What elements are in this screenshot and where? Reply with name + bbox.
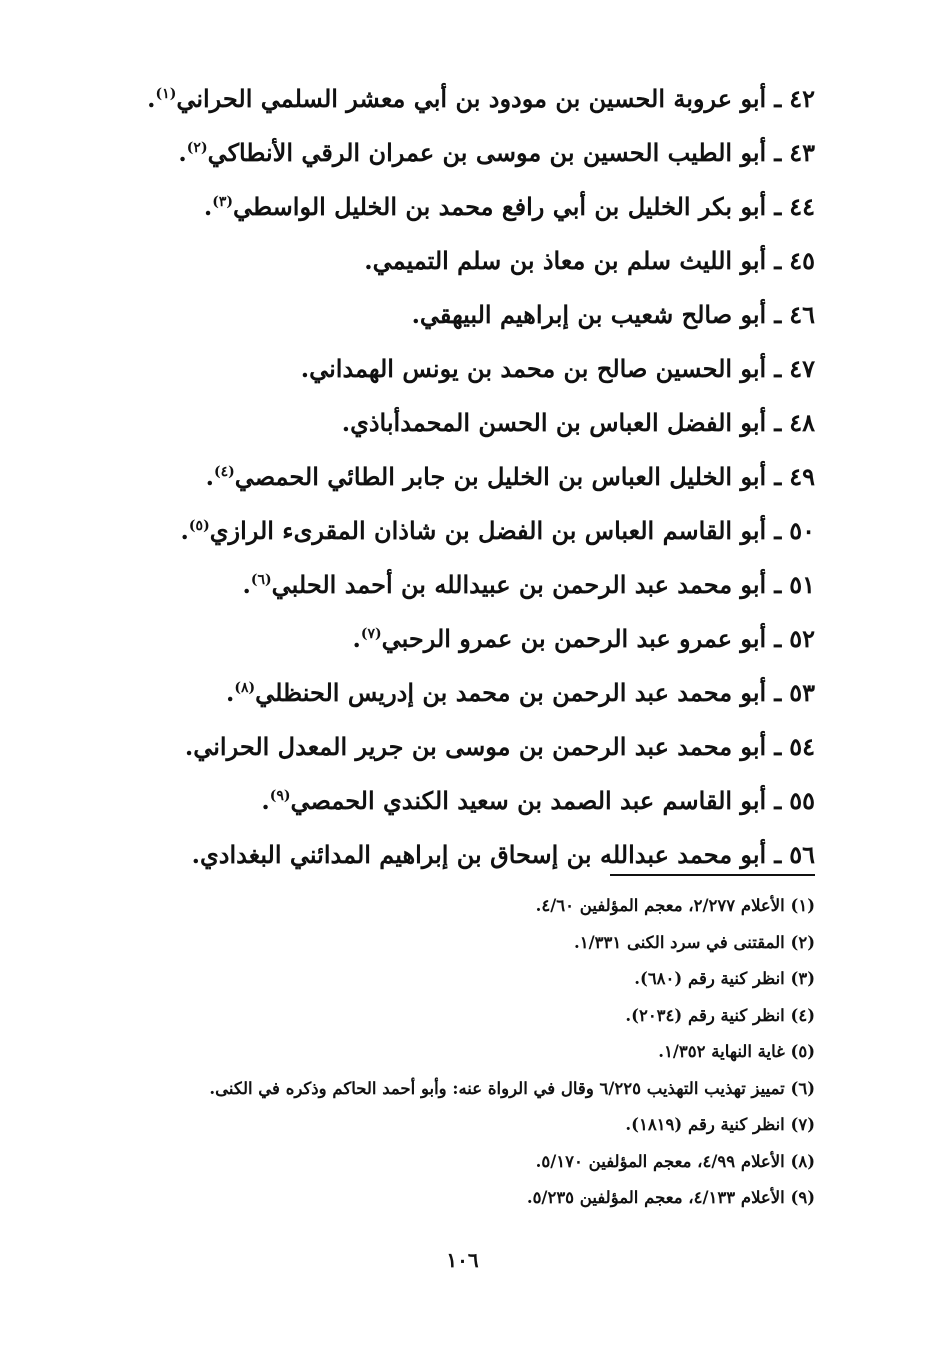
entry-number: ٥٠ (789, 516, 815, 545)
entry-text: أبو عمرو عبد الرحمن بن عمرو الرحبي (381, 624, 767, 653)
footnote: (٧) انظر كنية رقم (١٨١٩). (625, 1115, 815, 1134)
entry-dash: ـ (774, 246, 782, 275)
entry-text: أبو الحسين صالح بن محمد بن يونس الهمداني (309, 354, 767, 383)
entry-text: أبو صالح شعيب بن إبراهيم البيهقي (419, 300, 767, 329)
entry-number: ٥٤ (789, 732, 815, 761)
entry-end: . (411, 300, 420, 329)
entry-end: . (147, 84, 156, 113)
entry-line (115, 342, 815, 396)
entry-number: ٤٩ (789, 462, 815, 491)
entry-end: . (352, 624, 361, 653)
entry-line (115, 504, 815, 558)
entry-text: أبو محمد عبد الرحمن بن موسى بن جرير المعدل الحراني (193, 732, 767, 761)
entry-line (115, 666, 815, 720)
entry-number: ٤٢ (789, 84, 815, 113)
entry-text: أبو محمد عبدالله بن إسحاق بن إبراهيم المدائني البغدادي (200, 840, 767, 869)
footnote: (٣) انظر كنية رقم (٦٨٠). (634, 969, 815, 988)
footnote: (٦) تمييز تهذيب التهذيب ٦/٢٢٥ وقال في الرواة عنه: وأبو أحمد الحاكم وذكره في الكنى. (209, 1078, 815, 1098)
entry-dash: ـ (774, 408, 782, 437)
page-number: ١٠٦ (446, 1248, 479, 1272)
footnote-marker: (٥) (188, 518, 210, 534)
entry-number: ٥٦ (789, 840, 815, 869)
footnote: (٢) المقتنى في سرد الكنى ١/٣٣١. (573, 932, 815, 952)
entry-end: . (364, 246, 373, 275)
entry-number: ٤٦ (789, 300, 815, 329)
entry-text: أبو الليث سلم بن معاذ بن سلم التميمي (372, 246, 767, 275)
entry-text: أبو القاسم عبد الصمد بن سعيد الكندي الحمصي (290, 786, 767, 815)
entry-end: . (184, 732, 194, 761)
entry-line (115, 180, 815, 234)
entry-dash: ـ (774, 732, 782, 761)
footnote-marker: (٩) (269, 788, 291, 804)
entry-end: . (225, 678, 235, 707)
footnote-marker: (٤) (213, 464, 235, 480)
entry-line (115, 720, 815, 774)
entry-line (115, 288, 815, 342)
footnote-marker: (١) (155, 86, 177, 102)
entry-line (115, 612, 815, 666)
footnotes-list (125, 888, 815, 1217)
entry-text: أبو عروبة الحسين بن مودود بن أبي معشر السلمي الحراني (176, 84, 767, 113)
entry-dash: ـ (774, 354, 782, 383)
footnote: (٤) انظر كنية رقم (٢٠٣٤). (625, 1005, 815, 1025)
footnote: (٥) غاية النهاية ١/٣٥٢. (658, 1042, 815, 1061)
entry-end: . (242, 570, 251, 599)
footnote-marker: (٣) (212, 194, 233, 210)
footnote-marker: (٨) (234, 680, 256, 696)
entry-number: ٥٢ (789, 624, 815, 653)
entry-end: . (300, 354, 310, 383)
entry-number: ٥١ (789, 570, 815, 599)
footnote: (٨) الأعلام ٤/٩٩، معجم المؤلفين ٥/١٧٠. (535, 1151, 815, 1171)
entry-text: أبو الطيب الحسين بن موسى بن عمران الرقي الأنطاكي (207, 138, 767, 167)
entry-text: أبو محمد عبد الرحمن بن محمد بن إدريس الحنظلي (255, 678, 767, 707)
entry-line (115, 774, 815, 828)
footnote-marker: (٢) (186, 140, 208, 156)
entry-end: . (180, 516, 189, 545)
footnote-marker: (٧) (360, 626, 382, 642)
entry-dash: ـ (774, 84, 782, 113)
entry-dash: ـ (774, 138, 782, 167)
entry-text: أبو القاسم العباس بن الفضل بن شاذان المقرىء الرازي (209, 516, 767, 545)
footnote: (١) الأعلام ٢/٢٧٧، معجم المؤلفين ٤/٦٠. (535, 896, 815, 915)
entry-line (115, 450, 815, 504)
entry-text: أبو بكر الخليل بن أبي رافع محمد بن الخليل الواسطي (232, 192, 767, 221)
entry-end: . (205, 462, 214, 491)
footnote-marker: (٦) (250, 572, 272, 588)
entry-dash: ـ (774, 192, 782, 221)
entry-text: أبو الخليل العباس بن الخليل بن جابر الطائي الحمصي (234, 462, 767, 491)
footnote-separator (610, 874, 815, 876)
entry-number: ٥٣ (789, 678, 815, 707)
entry-text: أبو محمد عبد الرحمن بن عبيدالله بن أحمد الحلبي (271, 570, 767, 599)
entry-dash: ـ (774, 624, 782, 653)
entry-end: . (261, 786, 270, 815)
entry-number: ٤٥ (789, 246, 815, 275)
entry-dash: ـ (774, 300, 782, 329)
entry-line (115, 396, 815, 450)
entry-end: . (203, 192, 213, 221)
entry-dash: ـ (774, 516, 782, 545)
entry-line (115, 72, 815, 126)
entry-line (115, 126, 815, 180)
entry-dash: ـ (774, 678, 782, 707)
entry-number: ٤٤ (789, 192, 815, 221)
entry-number: ٤٨ (789, 408, 815, 437)
entry-line (115, 558, 815, 612)
entry-text: أبو الفضل العباس بن الحسن المحمدأباذي (350, 408, 767, 437)
entry-dash: ـ (774, 570, 782, 599)
footnote: (٩) الأعلام ٤/١٣٣، معجم المؤلفين ٥/٢٣٥. (526, 1188, 815, 1207)
entry-number: ٤٧ (789, 354, 815, 383)
entry-number: ٥٥ (789, 786, 815, 815)
entry-dash: ـ (774, 462, 782, 491)
entry-number: ٤٣ (789, 138, 815, 167)
entry-end: . (191, 840, 200, 869)
entry-end: . (178, 138, 187, 167)
entry-dash: ـ (774, 840, 782, 869)
entry-end: . (341, 408, 351, 437)
entries-list (115, 72, 815, 882)
entry-line (115, 234, 815, 288)
entry-dash: ـ (774, 786, 782, 815)
